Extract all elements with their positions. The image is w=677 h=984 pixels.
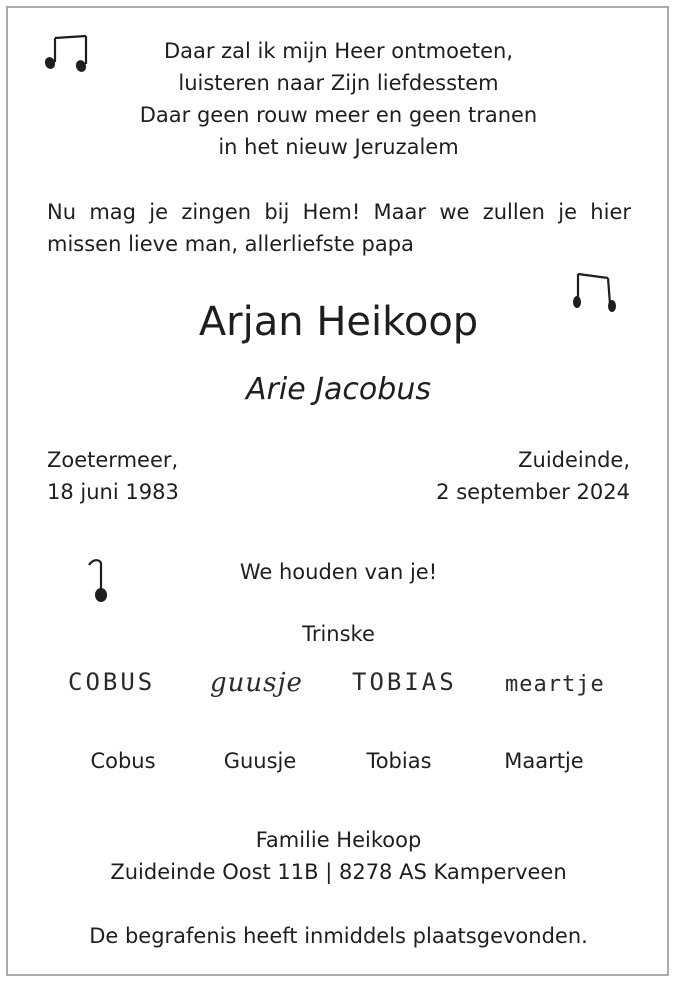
deceased-name: Arjan Heikoop — [198, 299, 479, 345]
poem-line: in het nieuw Jeruzalem — [218, 135, 459, 159]
birth-date: 18 juni 1983 — [47, 480, 179, 504]
signature-tobias: TOBIAS — [352, 668, 457, 696]
spouse-name: Trinske — [302, 622, 375, 646]
poem-line: Daar zal ik mijn Heer ontmoeten, — [163, 39, 514, 63]
poem-line: Daar geen rouw meer en geen tranen — [139, 103, 538, 127]
poem-line: luisteren naar Zijn liefdesstem — [178, 71, 499, 95]
verse-line: missen lieve man, allerliefste papa — [47, 232, 414, 256]
verse — [47, 196, 631, 260]
poem — [0, 35, 677, 163]
death-place: Zuideinde, — [518, 448, 630, 472]
signature-maartje: meartje — [505, 672, 605, 697]
child-name: Tobias — [366, 749, 432, 773]
signature-cobus: COBUS — [68, 668, 156, 696]
verse-line: Nu mag je zingen bij Hem! Maar we zullen je hier — [47, 200, 631, 224]
death-date: 2 september 2024 — [436, 480, 630, 504]
given-names: Arie Jacobus — [246, 372, 431, 407]
family-name: Familie Heikoop — [255, 828, 422, 852]
child-name: Guusje — [223, 749, 297, 773]
child-name: Cobus — [90, 749, 156, 773]
funeral-note: De begrafenis heeft inmiddels plaatsgevonden. — [89, 924, 588, 948]
love-message: We houden van je! — [239, 560, 438, 584]
child-name: Maartje — [504, 749, 584, 773]
signature-guusje: guusje — [210, 668, 303, 698]
address: Zuideinde Oost 11B | 8278 AS Kamperveen — [110, 860, 567, 884]
birth-place: Zoetermeer, — [47, 448, 179, 472]
